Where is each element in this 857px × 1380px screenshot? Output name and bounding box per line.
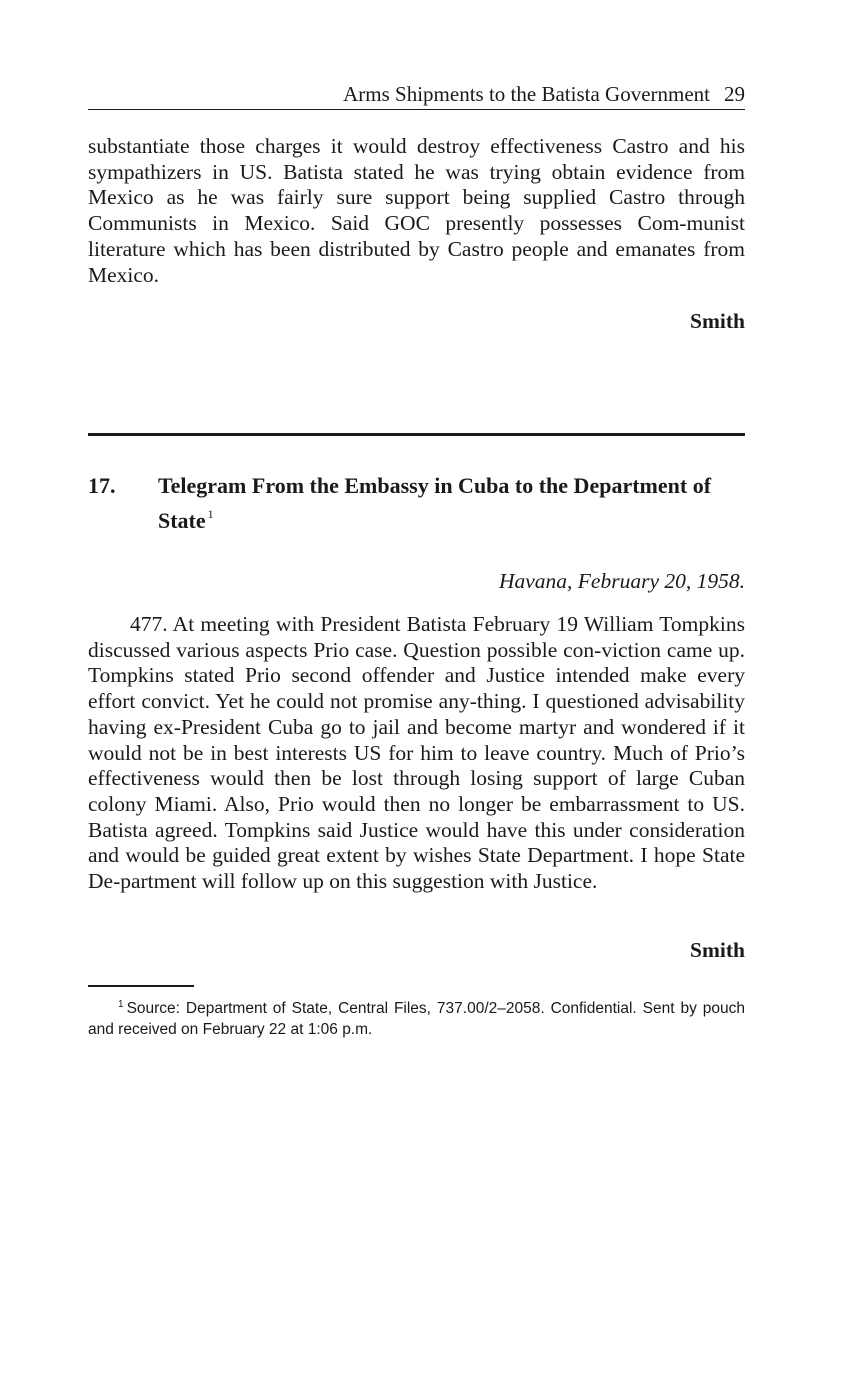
document-body: 477. At meeting with President Batista February 19 William Tompkins discussed various aspects Prio case. Question possible con-viction came up. Tompkins stated Prio second offender and Justice intended make every effort convict. Yet he could not promise any-thing. I questioned advisability having ex-President Cuba go to jail and become martyr and wondered if it would not be in best interests US for him to leave country. Much of Prio’s effectiveness would then be lost through losing support of large Cuban colony Miami. Also, Prio would then no longer be embarrassment to US. Batista agreed. Tompkins said Justice would have this under consideration and would be guided great extent by wishes State Department. I hope State De-partment will follow up on this suggestion with Justice. <box>88 612 745 894</box>
previous-document-signature: Smith <box>690 309 745 333</box>
section-divider <box>88 433 745 436</box>
document-number: 17. <box>88 473 116 498</box>
document-title <box>158 472 748 535</box>
footnote-marker: 1 <box>118 999 124 1010</box>
footnote-text: Source: Department of State, Central Files, 737.00/2–2058. Confidential. Sent by pouch and received on February 22 at 1:06 p.m. <box>88 1000 745 1038</box>
document-signature: Smith <box>690 938 745 962</box>
footnote-reference: 1 <box>207 507 214 521</box>
page-number: 29 <box>724 82 745 106</box>
footnote <box>88 995 745 1040</box>
running-title: Arms Shipments to the Batista Government <box>343 82 710 106</box>
previous-document-body: substantiate those charges it would destroy effectiveness Castro and his sympathizers in US. Batista stated he was trying obtain evidence from Mexico as he was fairly sure support being supplied Castro through Communists in Mexico. Said GOC presently possesses Com-munist literature which has been distributed by Castro people and emanates from Mexico. <box>88 134 745 287</box>
footnote-divider <box>88 985 194 987</box>
document-title-text: Telegram From the Embassy in Cuba to the Department of State <box>158 473 712 533</box>
running-head <box>88 80 745 110</box>
dateline: Havana, February 20, 1958. <box>498 569 745 593</box>
